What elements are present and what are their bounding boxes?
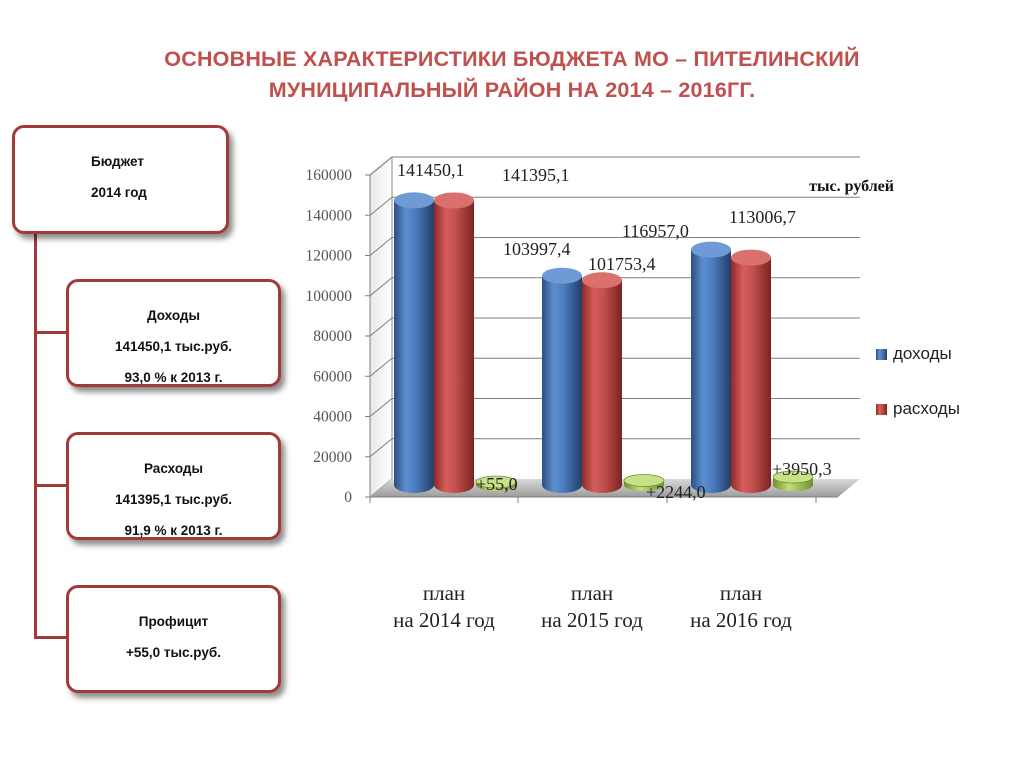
y-tick-label: 140000: [305, 207, 352, 225]
legend: [876, 344, 960, 418]
income-amount: 141450,1 тыс.руб.: [114, 339, 233, 354]
data-label-0-0: 141450,1: [397, 160, 465, 180]
y-tick-label: 0: [344, 489, 352, 506]
bar-expense-0: [434, 192, 474, 493]
x-category-label: на 2014 год: [393, 608, 495, 632]
budget-label: Бюджет: [91, 154, 144, 169]
x-category-label: план: [570, 581, 614, 605]
data-label-1-1: 101753,4: [588, 254, 656, 274]
bar-expense-1: [582, 272, 622, 493]
expense-percent: 91,9 % к 2013 г.: [124, 523, 223, 538]
surplus-amount: +55,0 тыс.руб.: [126, 645, 221, 660]
bar-income-2: [691, 242, 731, 493]
y-tick-label: 40000: [313, 408, 352, 426]
expense-amount: 141395,1 тыс.руб.: [114, 492, 233, 507]
x-category-label: план: [719, 581, 763, 605]
budget-year: 2014 год: [91, 185, 147, 200]
y-tick-label: 100000: [305, 287, 352, 305]
legend-swatch-1: [876, 404, 887, 415]
income-label: Доходы: [146, 308, 201, 323]
data-label-1-2: 113006,7: [729, 207, 796, 227]
data-label-0-2: 116957,0: [622, 221, 689, 241]
data-label-2-2: +3950,3: [772, 459, 832, 479]
expense-label: Расходы: [143, 461, 203, 476]
y-tick-label: 160000: [305, 167, 352, 184]
data-label-1-0: 141395,1: [502, 165, 570, 185]
bar-income-1: [542, 268, 582, 493]
surplus-label: Профицит: [138, 614, 209, 629]
x-category-label: на 2015 год: [541, 608, 643, 632]
data-label-0-1: 103997,4: [503, 239, 571, 259]
x-category-label: план: [422, 581, 466, 605]
title-line-2: МУНИЦИПАЛЬНЫЙ РАЙОН НА 2014 – 2016ГГ.: [268, 78, 756, 102]
legend-swatch-0: [876, 349, 887, 360]
income-percent: 93,0 % к 2013 г.: [124, 370, 223, 385]
units-label: тыс. рублей: [809, 178, 894, 195]
y-tick-label: 80000: [313, 328, 352, 345]
title-line-1: ОСНОВНЫЕ ХАРАКТЕРИСТИКИ БЮДЖЕТА МО – ПИТЕЛИНСКИЙ: [164, 47, 860, 71]
bar-expense-2: [731, 250, 771, 493]
y-tick-label: 20000: [313, 448, 352, 466]
data-label-2-1: +2244,0: [646, 482, 706, 502]
y-tick-label: 120000: [305, 247, 352, 265]
x-category-label: на 2016 год: [690, 608, 792, 632]
legend-label-0: доходы: [893, 344, 952, 363]
y-tick-label: 60000: [313, 368, 352, 386]
legend-label-1: расходы: [893, 399, 960, 418]
bar-income-0: [394, 192, 434, 493]
data-label-2-0: +55,0: [476, 474, 518, 494]
